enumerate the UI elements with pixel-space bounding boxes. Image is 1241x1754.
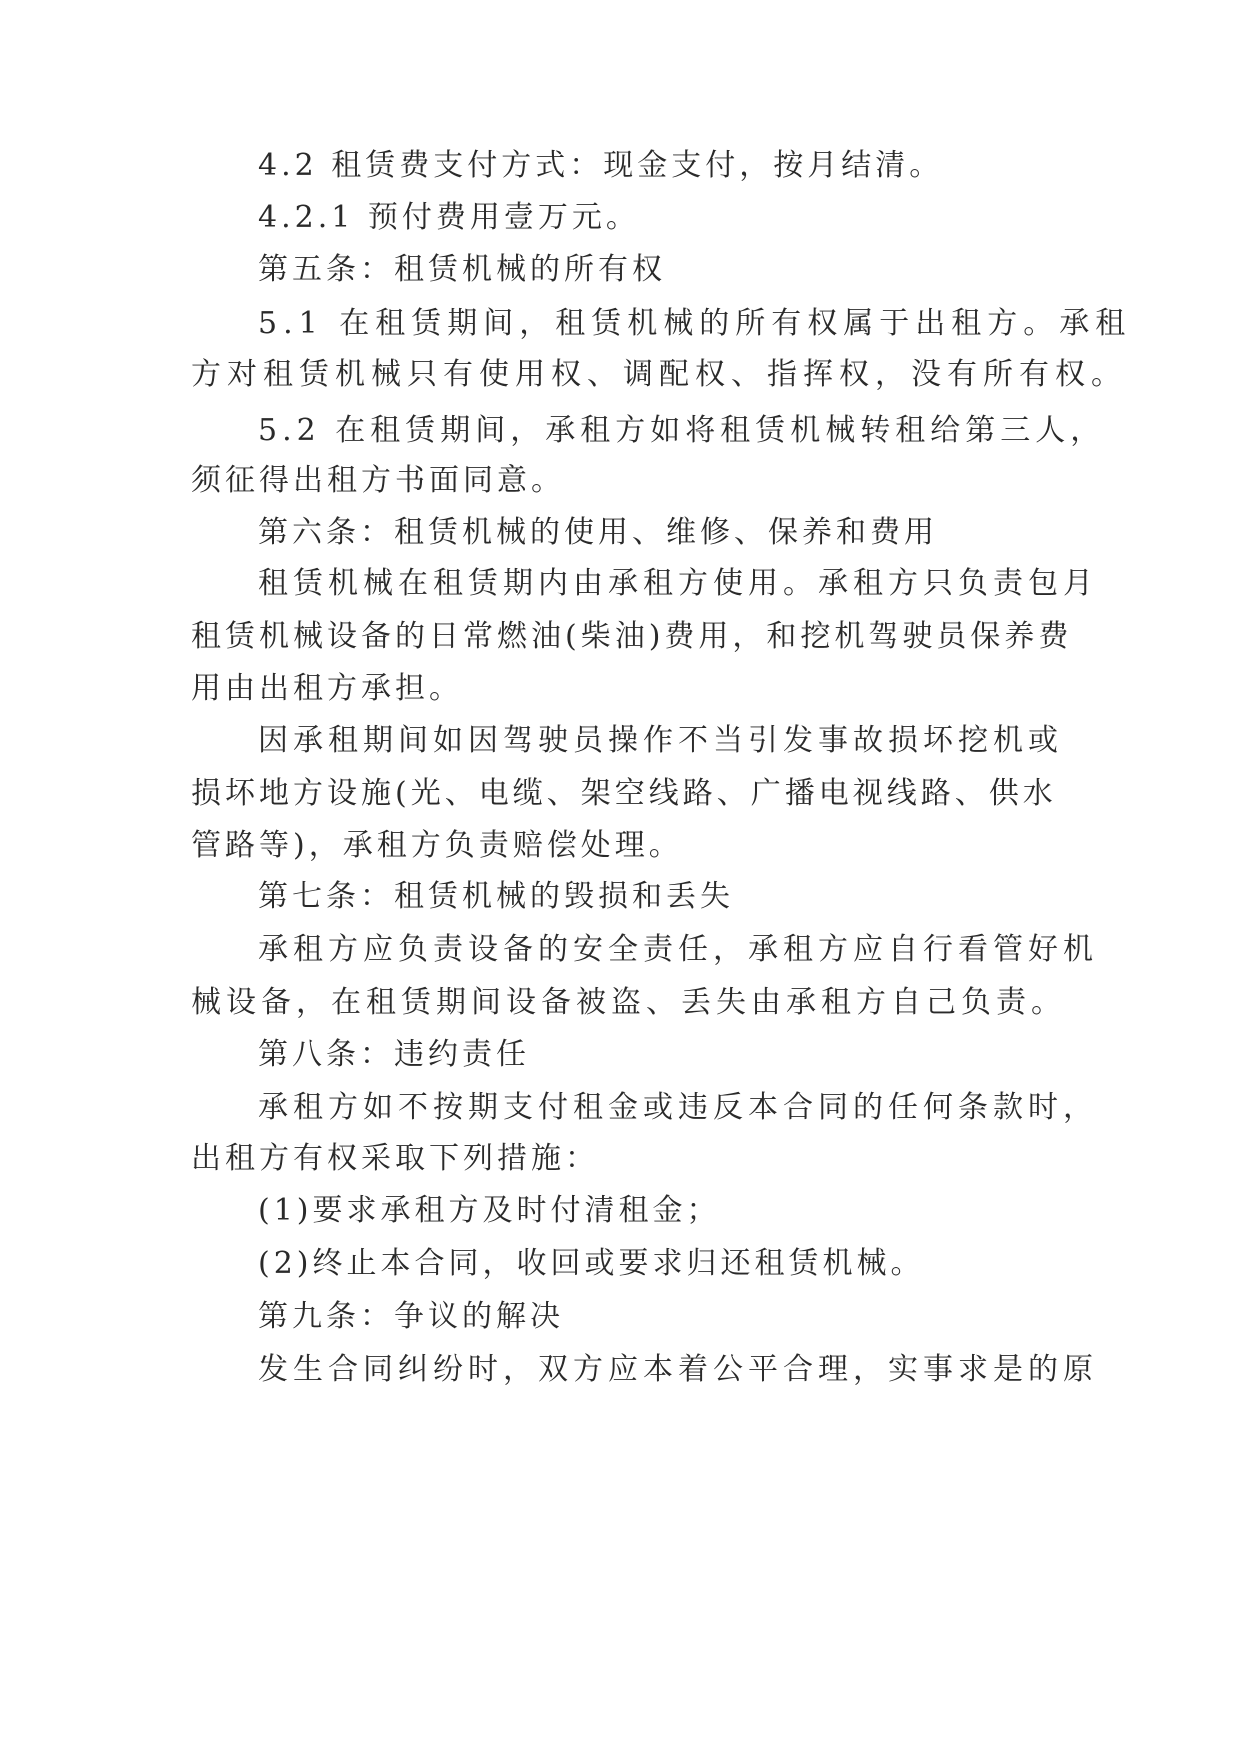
article-9-heading: 第九条：争议的解决 <box>258 1299 564 1334</box>
clause-5-1-line-2: 方对租赁机械只有使用权、调配权、指挥权，没有所有权。 <box>191 357 1127 392</box>
article-8-item-1: (1)要求承租方及时付清租金； <box>258 1193 721 1228</box>
article-5-heading: 第五条：租赁机械的所有权 <box>258 252 666 287</box>
article-6-para-1-line-2: 租赁机械设备的日常燃油(柴油)费用，和挖机驾驶员保养费 <box>191 619 1073 654</box>
article-6-para-2-line-1: 因承租期间如因驾驶员操作不当引发事故损坏挖机或 <box>258 723 1063 758</box>
article-8-para-line-1: 承租方如不按期支付租金或违反本合同的任何条款时， <box>258 1090 1098 1125</box>
clause-5-2-line-2: 须征得出租方书面同意。 <box>191 463 565 498</box>
article-6-para-1-line-3: 用由出租方承担。 <box>191 671 463 706</box>
clause-5-1-line-1: 5.1 在租赁期间，租赁机械的所有权属于出租方。承租 <box>258 306 1132 341</box>
article-6-para-1-line-1: 租赁机械在租赁期内由承租方使用。承租方只负责包月 <box>258 566 1098 601</box>
article-6-para-2-line-2: 损坏地方设施(光、电缆、架空线路、广播电视线路、供水 <box>191 776 1057 811</box>
article-8-heading: 第八条：违约责任 <box>258 1037 530 1072</box>
clause-4-2-line: 4.2 租赁费支付方式：现金支付，按月结清。 <box>258 148 944 183</box>
article-7-heading: 第七条：租赁机械的毁损和丢失 <box>258 879 734 914</box>
article-7-para-line-2: 械设备，在租赁期间设备被盗、丢失由承租方自己负责。 <box>191 985 1066 1020</box>
article-9-para-line-1: 发生合同纠纷时，双方应本着公平合理，实事求是的原 <box>258 1352 1098 1387</box>
article-8-item-2: (2)终止本合同，收回或要求归还租赁机械。 <box>258 1246 925 1281</box>
clause-4-2-1-line: 4.2.1 预付费用壹万元。 <box>258 200 640 235</box>
article-8-para-line-2: 出租方有权采取下列措施： <box>191 1141 599 1176</box>
article-6-para-2-line-3: 管路等)，承租方负责赔偿处理。 <box>191 828 683 863</box>
clause-5-2-line-1: 5.2 在租赁期间，承租方如将租赁机械转租给第三人， <box>258 413 1106 448</box>
article-6-heading: 第六条：租赁机械的使用、维修、保养和费用 <box>258 515 938 550</box>
article-7-para-line-1: 承租方应负责设备的安全责任，承租方应自行看管好机 <box>258 932 1098 967</box>
